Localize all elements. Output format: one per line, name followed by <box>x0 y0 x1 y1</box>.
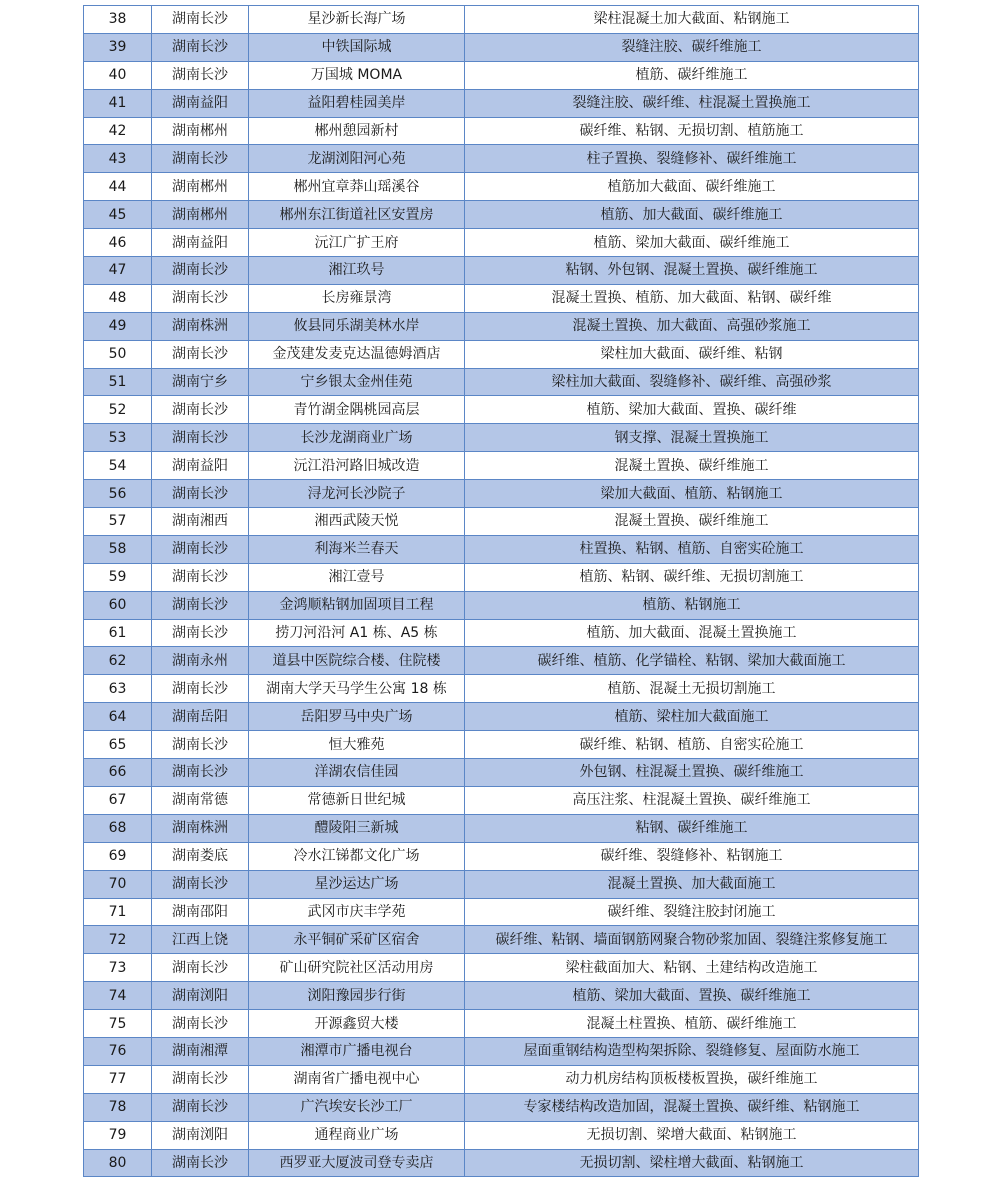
location-cell: 湖南长沙 <box>152 1010 249 1038</box>
row-number-cell: 79 <box>84 1121 152 1149</box>
project-name-cell: 星沙运达广场 <box>249 870 465 898</box>
location-cell: 湖南邵阳 <box>152 898 249 926</box>
table-row <box>84 173 919 201</box>
project-name-cell: 湘江壹号 <box>249 563 465 591</box>
project-name-cell: 醴陵阳三新城 <box>249 814 465 842</box>
location-cell: 湖南益阳 <box>152 89 249 117</box>
project-name-cell: 通程商业广场 <box>249 1121 465 1149</box>
construction-work-cell: 粘钢、外包钢、混凝土置换、碳纤维施工 <box>465 257 919 285</box>
construction-work-cell: 碳纤维、粘钢、植筋、自密实砼施工 <box>465 731 919 759</box>
project-table <box>83 5 919 1177</box>
table-row <box>84 312 919 340</box>
construction-work-cell: 粘钢、碳纤维施工 <box>465 814 919 842</box>
table-row <box>84 89 919 117</box>
location-cell: 湖南长沙 <box>152 284 249 312</box>
construction-work-cell: 裂缝注胶、碳纤维、柱混凝土置换施工 <box>465 89 919 117</box>
table-row <box>84 703 919 731</box>
row-number-cell: 69 <box>84 842 152 870</box>
row-number-cell: 73 <box>84 954 152 982</box>
location-cell: 湖南岳阳 <box>152 703 249 731</box>
row-number-cell: 47 <box>84 257 152 285</box>
construction-work-cell: 植筋、加大截面、混凝土置换施工 <box>465 619 919 647</box>
project-name-cell: 常德新日世纪城 <box>249 786 465 814</box>
construction-work-cell: 植筋加大截面、碳纤维施工 <box>465 173 919 201</box>
table-row <box>84 1149 919 1177</box>
table-row <box>84 647 919 675</box>
location-cell: 湖南长沙 <box>152 870 249 898</box>
row-number-cell: 76 <box>84 1037 152 1065</box>
row-number-cell: 68 <box>84 814 152 842</box>
project-name-cell: 利海米兰春天 <box>249 535 465 563</box>
row-number-cell: 38 <box>84 6 152 34</box>
table-row <box>84 1010 919 1038</box>
location-cell: 湖南长沙 <box>152 591 249 619</box>
table-row <box>84 6 919 34</box>
table-row <box>84 117 919 145</box>
project-name-cell: 金茂建发麦克达温德姆酒店 <box>249 340 465 368</box>
project-table-body <box>84 6 919 1177</box>
project-name-cell: 湘江玖号 <box>249 257 465 285</box>
project-name-cell: 龙湖浏阳河心苑 <box>249 145 465 173</box>
table-row <box>84 982 919 1010</box>
table-row <box>84 424 919 452</box>
row-number-cell: 49 <box>84 312 152 340</box>
location-cell: 湖南湘潭 <box>152 1037 249 1065</box>
row-number-cell: 66 <box>84 759 152 787</box>
row-number-cell: 77 <box>84 1065 152 1093</box>
table-row <box>84 229 919 257</box>
construction-work-cell: 柱置换、粘钢、植筋、自密实砼施工 <box>465 535 919 563</box>
construction-work-cell: 植筋、碳纤维施工 <box>465 61 919 89</box>
location-cell: 湖南长沙 <box>152 731 249 759</box>
table-row <box>84 619 919 647</box>
row-number-cell: 42 <box>84 117 152 145</box>
table-row <box>84 870 919 898</box>
project-name-cell: 恒大雅苑 <box>249 731 465 759</box>
construction-work-cell: 专家楼结构改造加固，混凝土置换、碳纤维、粘钢施工 <box>465 1093 919 1121</box>
table-row <box>84 954 919 982</box>
construction-work-cell: 梁柱加大截面、裂缝修补、碳纤维、高强砂浆 <box>465 368 919 396</box>
location-cell: 湖南长沙 <box>152 1093 249 1121</box>
construction-work-cell: 梁柱混凝土加大截面、粘钢施工 <box>465 6 919 34</box>
row-number-cell: 56 <box>84 480 152 508</box>
location-cell: 湖南长沙 <box>152 396 249 424</box>
table-row <box>84 1121 919 1149</box>
row-number-cell: 44 <box>84 173 152 201</box>
project-name-cell: 青竹湖金隅桃园高层 <box>249 396 465 424</box>
table-row <box>84 1037 919 1065</box>
project-name-cell: 湘西武陵天悦 <box>249 508 465 536</box>
location-cell: 湖南长沙 <box>152 145 249 173</box>
project-name-cell: 郴州憩园新村 <box>249 117 465 145</box>
project-name-cell: 西罗亚大厦波司登专卖店 <box>249 1149 465 1177</box>
construction-work-cell: 植筋、梁加大截面、置换、碳纤维 <box>465 396 919 424</box>
location-cell: 湖南长沙 <box>152 1065 249 1093</box>
row-number-cell: 74 <box>84 982 152 1010</box>
table-row <box>84 201 919 229</box>
table-row <box>84 61 919 89</box>
table-row <box>84 257 919 285</box>
location-cell: 湖南益阳 <box>152 452 249 480</box>
row-number-cell: 48 <box>84 284 152 312</box>
table-row <box>84 675 919 703</box>
location-cell: 湖南长沙 <box>152 340 249 368</box>
row-number-cell: 52 <box>84 396 152 424</box>
construction-work-cell: 碳纤维、裂缝注胶封闭施工 <box>465 898 919 926</box>
table-row <box>84 452 919 480</box>
location-cell: 湖南长沙 <box>152 424 249 452</box>
location-cell: 湖南长沙 <box>152 675 249 703</box>
location-cell: 湖南长沙 <box>152 619 249 647</box>
project-name-cell: 矿山研究院社区活动用房 <box>249 954 465 982</box>
table-row <box>84 145 919 173</box>
construction-work-cell: 混凝土置换、加大截面施工 <box>465 870 919 898</box>
project-name-cell: 长沙龙湖商业广场 <box>249 424 465 452</box>
table-row <box>84 731 919 759</box>
project-name-cell: 湖南大学天马学生公寓 18 栋 <box>249 675 465 703</box>
construction-work-cell: 裂缝注胶、碳纤维施工 <box>465 33 919 61</box>
table-row <box>84 842 919 870</box>
project-name-cell: 益阳碧桂园美岸 <box>249 89 465 117</box>
row-number-cell: 64 <box>84 703 152 731</box>
project-name-cell: 永平铜矿采矿区宿舍 <box>249 926 465 954</box>
location-cell: 湖南长沙 <box>152 61 249 89</box>
project-name-cell: 金鸿顺粘钢加固项目工程 <box>249 591 465 619</box>
construction-work-cell: 碳纤维、粘钢、无损切割、植筋施工 <box>465 117 919 145</box>
location-cell: 湖南湘西 <box>152 508 249 536</box>
project-name-cell: 洋湖农信佳园 <box>249 759 465 787</box>
location-cell: 湖南郴州 <box>152 117 249 145</box>
row-number-cell: 41 <box>84 89 152 117</box>
row-number-cell: 75 <box>84 1010 152 1038</box>
table-row <box>84 759 919 787</box>
project-name-cell: 湘潭市广播电视台 <box>249 1037 465 1065</box>
location-cell: 湖南长沙 <box>152 759 249 787</box>
location-cell: 湖南长沙 <box>152 563 249 591</box>
construction-work-cell: 动力机房结构顶板楼板置换，碳纤维施工 <box>465 1065 919 1093</box>
table-row <box>84 284 919 312</box>
location-cell: 湖南长沙 <box>152 954 249 982</box>
project-name-cell: 沅江沿河路旧城改造 <box>249 452 465 480</box>
construction-work-cell: 植筋、粘钢、碳纤维、无损切割施工 <box>465 563 919 591</box>
project-name-cell: 中铁国际城 <box>249 33 465 61</box>
construction-work-cell: 梁加大截面、植筋、粘钢施工 <box>465 480 919 508</box>
construction-work-cell: 无损切割、梁增大截面、粘钢施工 <box>465 1121 919 1149</box>
row-number-cell: 65 <box>84 731 152 759</box>
row-number-cell: 40 <box>84 61 152 89</box>
location-cell: 湖南常德 <box>152 786 249 814</box>
construction-work-cell: 外包钢、柱混凝土置换、碳纤维施工 <box>465 759 919 787</box>
location-cell: 湖南长沙 <box>152 480 249 508</box>
project-name-cell: 捞刀河沿河 A1 栋、A5 栋 <box>249 619 465 647</box>
row-number-cell: 46 <box>84 229 152 257</box>
location-cell: 湖南长沙 <box>152 33 249 61</box>
construction-work-cell: 植筋、梁加大截面、碳纤维施工 <box>465 229 919 257</box>
row-number-cell: 45 <box>84 201 152 229</box>
location-cell: 江西上饶 <box>152 926 249 954</box>
location-cell: 湖南浏阳 <box>152 1121 249 1149</box>
project-name-cell: 冷水江锑都文化广场 <box>249 842 465 870</box>
location-cell: 湖南永州 <box>152 647 249 675</box>
construction-work-cell: 植筋、混凝土无损切割施工 <box>465 675 919 703</box>
project-name-cell: 沅江广扩王府 <box>249 229 465 257</box>
table-row <box>84 33 919 61</box>
location-cell: 湖南长沙 <box>152 535 249 563</box>
row-number-cell: 62 <box>84 647 152 675</box>
construction-work-cell: 混凝土置换、碳纤维施工 <box>465 508 919 536</box>
table-row <box>84 786 919 814</box>
location-cell: 湖南长沙 <box>152 6 249 34</box>
project-name-cell: 宁乡银太金州佳苑 <box>249 368 465 396</box>
row-number-cell: 43 <box>84 145 152 173</box>
location-cell: 湖南浏阳 <box>152 982 249 1010</box>
table-row <box>84 563 919 591</box>
row-number-cell: 67 <box>84 786 152 814</box>
table-row <box>84 368 919 396</box>
location-cell: 湖南郴州 <box>152 201 249 229</box>
location-cell: 湖南长沙 <box>152 1149 249 1177</box>
location-cell: 湖南长沙 <box>152 257 249 285</box>
table-row <box>84 814 919 842</box>
project-name-cell: 浏阳豫园步行街 <box>249 982 465 1010</box>
construction-work-cell: 混凝土置换、碳纤维施工 <box>465 452 919 480</box>
row-number-cell: 53 <box>84 424 152 452</box>
construction-work-cell: 梁柱截面加大、粘钢、土建结构改造施工 <box>465 954 919 982</box>
construction-work-cell: 高压注浆、柱混凝土置换、碳纤维施工 <box>465 786 919 814</box>
table-row <box>84 480 919 508</box>
row-number-cell: 78 <box>84 1093 152 1121</box>
project-name-cell: 郴州宜章莽山瑶溪谷 <box>249 173 465 201</box>
construction-work-cell: 屋面重钢结构造型构架拆除、裂缝修复、屋面防水施工 <box>465 1037 919 1065</box>
project-name-cell: 广汽埃安长沙工厂 <box>249 1093 465 1121</box>
table-row <box>84 898 919 926</box>
row-number-cell: 60 <box>84 591 152 619</box>
construction-work-cell: 植筋、梁加大截面、置换、碳纤维施工 <box>465 982 919 1010</box>
construction-work-cell: 植筋、加大截面、碳纤维施工 <box>465 201 919 229</box>
project-name-cell: 浔龙河长沙院子 <box>249 480 465 508</box>
table-row <box>84 340 919 368</box>
table-row <box>84 508 919 536</box>
construction-work-cell: 植筋、梁柱加大截面施工 <box>465 703 919 731</box>
location-cell: 湖南娄底 <box>152 842 249 870</box>
location-cell: 湖南郴州 <box>152 173 249 201</box>
row-number-cell: 54 <box>84 452 152 480</box>
row-number-cell: 71 <box>84 898 152 926</box>
location-cell: 湖南益阳 <box>152 229 249 257</box>
construction-work-cell: 混凝土柱置换、植筋、碳纤维施工 <box>465 1010 919 1038</box>
construction-work-cell: 无损切割、梁柱增大截面、粘钢施工 <box>465 1149 919 1177</box>
construction-work-cell: 柱子置换、裂缝修补、碳纤维施工 <box>465 145 919 173</box>
construction-work-cell: 碳纤维、植筋、化学锚栓、粘钢、梁加大截面施工 <box>465 647 919 675</box>
project-name-cell: 道县中医院综合楼、住院楼 <box>249 647 465 675</box>
row-number-cell: 50 <box>84 340 152 368</box>
row-number-cell: 61 <box>84 619 152 647</box>
construction-work-cell: 梁柱加大截面、碳纤维、粘钢 <box>465 340 919 368</box>
row-number-cell: 39 <box>84 33 152 61</box>
row-number-cell: 72 <box>84 926 152 954</box>
construction-work-cell: 混凝土置换、加大截面、高强砂浆施工 <box>465 312 919 340</box>
project-name-cell: 长房雍景湾 <box>249 284 465 312</box>
table-row <box>84 396 919 424</box>
row-number-cell: 63 <box>84 675 152 703</box>
construction-work-cell: 植筋、粘钢施工 <box>465 591 919 619</box>
location-cell: 湖南宁乡 <box>152 368 249 396</box>
construction-work-cell: 碳纤维、粘钢、墙面钢筋网聚合物砂浆加固、裂缝注浆修复施工 <box>465 926 919 954</box>
table-row <box>84 1065 919 1093</box>
location-cell: 湖南株洲 <box>152 814 249 842</box>
project-name-cell: 攸县同乐湖美林水岸 <box>249 312 465 340</box>
table-row <box>84 926 919 954</box>
project-name-cell: 万国城 MOMA <box>249 61 465 89</box>
project-name-cell: 湖南省广播电视中心 <box>249 1065 465 1093</box>
project-name-cell: 武冈市庆丰学苑 <box>249 898 465 926</box>
project-name-cell: 星沙新长海广场 <box>249 6 465 34</box>
row-number-cell: 70 <box>84 870 152 898</box>
table-row <box>84 535 919 563</box>
project-name-cell: 开源鑫贸大楼 <box>249 1010 465 1038</box>
construction-work-cell: 钢支撑、混凝土置换施工 <box>465 424 919 452</box>
row-number-cell: 58 <box>84 535 152 563</box>
construction-work-cell: 混凝土置换、植筋、加大截面、粘钢、碳纤维 <box>465 284 919 312</box>
project-name-cell: 岳阳罗马中央广场 <box>249 703 465 731</box>
project-name-cell: 郴州东江街道社区安置房 <box>249 201 465 229</box>
row-number-cell: 59 <box>84 563 152 591</box>
project-table-container <box>83 5 918 1177</box>
table-row <box>84 591 919 619</box>
row-number-cell: 80 <box>84 1149 152 1177</box>
location-cell: 湖南株洲 <box>152 312 249 340</box>
construction-work-cell: 碳纤维、裂缝修补、粘钢施工 <box>465 842 919 870</box>
table-row <box>84 1093 919 1121</box>
row-number-cell: 57 <box>84 508 152 536</box>
row-number-cell: 51 <box>84 368 152 396</box>
